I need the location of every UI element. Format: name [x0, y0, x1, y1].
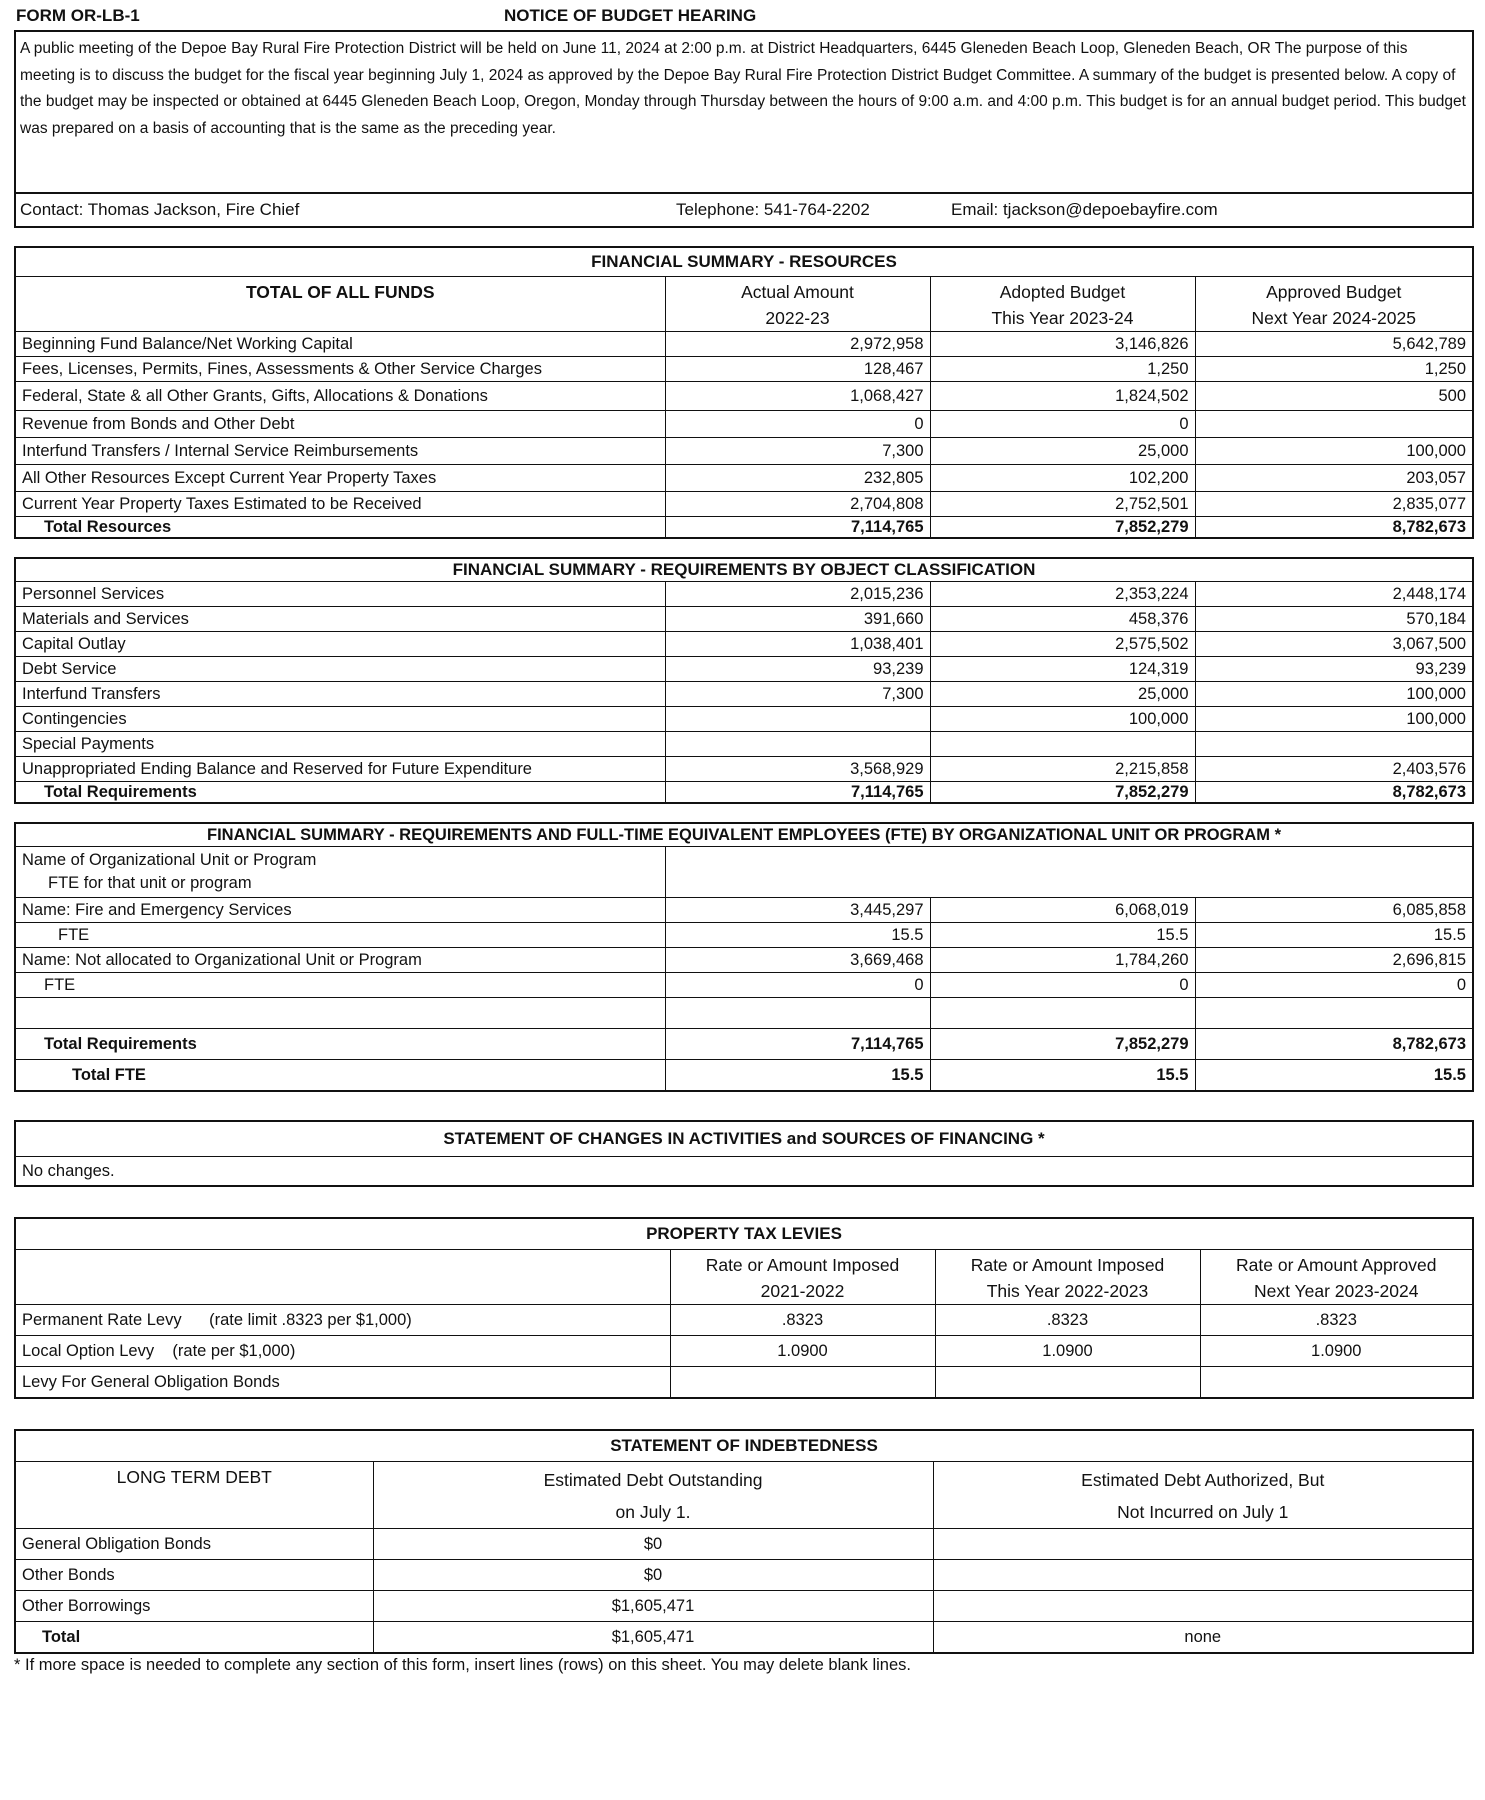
changes-text: No changes. — [15, 1157, 1473, 1187]
table-row: Federal, State & all Other Grants, Gifts, Allocations & Donations 1,068,427 1,824,502 500 — [15, 382, 1473, 411]
col-long-term-debt: LONG TERM DEBT — [15, 1462, 373, 1529]
total-fte-row: Total FTE 15.5 15.5 15.5 — [15, 1060, 1473, 1092]
table-row: Other Bonds $0 — [15, 1560, 1473, 1591]
table-row: Personnel Services 2,015,236 2,353,224 2,448,174 — [15, 582, 1473, 607]
total-requirements-row: Total Requirements 7,114,765 7,852,279 8,782,673 — [15, 1029, 1473, 1060]
levy-col-1: Rate or Amount Imposed 2021-2022 — [670, 1250, 935, 1305]
form-header — [14, 4, 1474, 30]
col-actual: Actual Amount 2022-23 — [665, 277, 930, 332]
footnote: * If more space is needed to complete any section of this form, insert lines (rows) on this sheet. You may delete blank lines. — [14, 1656, 911, 1674]
total-requirements-row: Total Requirements 7,114,765 7,852,279 8,782,673 — [15, 782, 1473, 804]
table-row: Permanent Rate Levy (rate limit .8323 per $1,000) .8323 .8323 .8323 — [15, 1305, 1473, 1336]
budget-notice-form — [14, 4, 1474, 1675]
changes-title: STATEMENT OF CHANGES IN ACTIVITIES and SOURCES OF FINANCING * — [15, 1121, 1473, 1157]
requirements-table — [14, 557, 1474, 804]
contact-telephone: Telephone: 541-764-2202 — [676, 200, 870, 219]
notice-box — [14, 30, 1474, 228]
table-row: Unappropriated Ending Balance and Reserved for Future Expenditure 3,568,929 2,215,858 2,403,576 — [15, 757, 1473, 782]
indebtedness-title: STATEMENT OF INDEBTEDNESS — [15, 1430, 1473, 1462]
form-id: FORM OR-LB-1 — [16, 6, 140, 25]
table-row: FTE 15.5 15.5 15.5 — [15, 923, 1473, 948]
table-row: Current Year Property Taxes Estimated to be Received 2,704,808 2,752,501 2,835,077 — [15, 492, 1473, 517]
col-approved: Approved Budget Next Year 2024-2025 — [1195, 277, 1473, 332]
form-title: NOTICE OF BUDGET HEARING — [504, 6, 757, 25]
requirements-title: FINANCIAL SUMMARY - REQUIREMENTS BY OBJECT CLASSIFICATION — [15, 558, 1473, 582]
table-row: Debt Service 93,239 124,319 93,239 — [15, 657, 1473, 682]
fte-title: FINANCIAL SUMMARY - REQUIREMENTS AND FULL-TIME EQUIVALENT EMPLOYEES (FTE) BY ORGANIZATIONAL UNIT OR PROGRAM * — [15, 823, 1473, 847]
fte-head-1: Name of Organizational Unit or Program — [22, 851, 317, 869]
table-row: Other Borrowings $1,605,471 — [15, 1591, 1473, 1622]
table-row: Special Payments — [15, 732, 1473, 757]
col-debt-authorized: Estimated Debt Authorized, But Not Incurred on July 1 — [933, 1462, 1473, 1529]
contact-name: Contact: Thomas Jackson, Fire Chief — [20, 200, 300, 219]
col-debt-outstanding: Estimated Debt Outstanding on July 1. — [373, 1462, 933, 1529]
blank-row — [15, 998, 1473, 1029]
resources-title: FINANCIAL SUMMARY - RESOURCES — [15, 247, 1473, 277]
col-adopted: Adopted Budget This Year 2023-24 — [930, 277, 1195, 332]
contact-email: Email: tjackson@depoebayfire.com — [951, 200, 1218, 219]
total-debt-row: Total $1,605,471 none — [15, 1622, 1473, 1654]
table-row: Name: Fire and Emergency Services 3,445,297 6,068,019 6,085,858 — [15, 898, 1473, 923]
table-row: Contingencies 100,000 100,000 — [15, 707, 1473, 732]
total-resources-row: Total Resources 7,114,765 7,852,279 8,782,673 — [15, 517, 1473, 539]
table-row: Capital Outlay 1,038,401 2,575,502 3,067,500 — [15, 632, 1473, 657]
levies-title: PROPERTY TAX LEVIES — [15, 1218, 1473, 1250]
table-row: Interfund Transfers / Internal Service Reimbursements 7,300 25,000 100,000 — [15, 438, 1473, 465]
table-row: Beginning Fund Balance/Net Working Capital 2,972,958 3,146,826 5,642,789 — [15, 332, 1473, 357]
fte-head-2: FTE for that unit or program — [48, 874, 252, 892]
changes-table — [14, 1120, 1474, 1187]
table-row: General Obligation Bonds $0 — [15, 1529, 1473, 1560]
col-total-all-funds: TOTAL OF ALL FUNDS — [15, 277, 665, 332]
notice-text: A public meeting of the Depoe Bay Rural Fire Protection District will be held on June 11, 2024 at 2:00 p.m. at District Headquarters, 6445 Gleneden Beach Loop, Gleneden Beach, OR The purpose of this meeting is to discuss the budget for the fiscal year beginning July 1, 2024 as approved by the Depoe Bay Rural Fire Protection District Budget Committee. A summary of the budget is presented below. A copy of the budget may be inspected or obtained at 6445 Gleneden Beach Loop, Oregon, Monday through Thursday between the hours of 9:00 a.m. and 4:00 p.m. This budget is for an annual budget period. This budget was prepared on a basis of accounting that is the same as the preceding year. — [20, 40, 1466, 137]
fte-header-row — [15, 847, 1473, 898]
indebtedness-table — [14, 1429, 1474, 1654]
table-row: Materials and Services 391,660 458,376 570,184 — [15, 607, 1473, 632]
table-row: Local Option Levy (rate per $1,000) 1.0900 1.0900 1.0900 — [15, 1336, 1473, 1367]
table-row: All Other Resources Except Current Year Property Taxes 232,805 102,200 203,057 — [15, 465, 1473, 492]
contact-line — [16, 192, 1472, 226]
resources-table — [14, 246, 1474, 539]
table-row: Interfund Transfers 7,300 25,000 100,000 — [15, 682, 1473, 707]
table-row: FTE 0 0 0 — [15, 973, 1473, 998]
table-row: Revenue from Bonds and Other Debt 0 0 — [15, 411, 1473, 438]
table-row: Name: Not allocated to Organizational Unit or Program 3,669,468 1,784,260 2,696,815 — [15, 948, 1473, 973]
levy-col-3: Rate or Amount Approved Next Year 2023-2024 — [1200, 1250, 1473, 1305]
fte-table — [14, 822, 1474, 1092]
levy-col-2: Rate or Amount Imposed This Year 2022-2023 — [935, 1250, 1200, 1305]
table-row: Fees, Licenses, Permits, Fines, Assessments & Other Service Charges 128,467 1,250 1,250 — [15, 357, 1473, 382]
levies-table — [14, 1217, 1474, 1399]
table-row: Levy For General Obligation Bonds — [15, 1367, 1473, 1399]
